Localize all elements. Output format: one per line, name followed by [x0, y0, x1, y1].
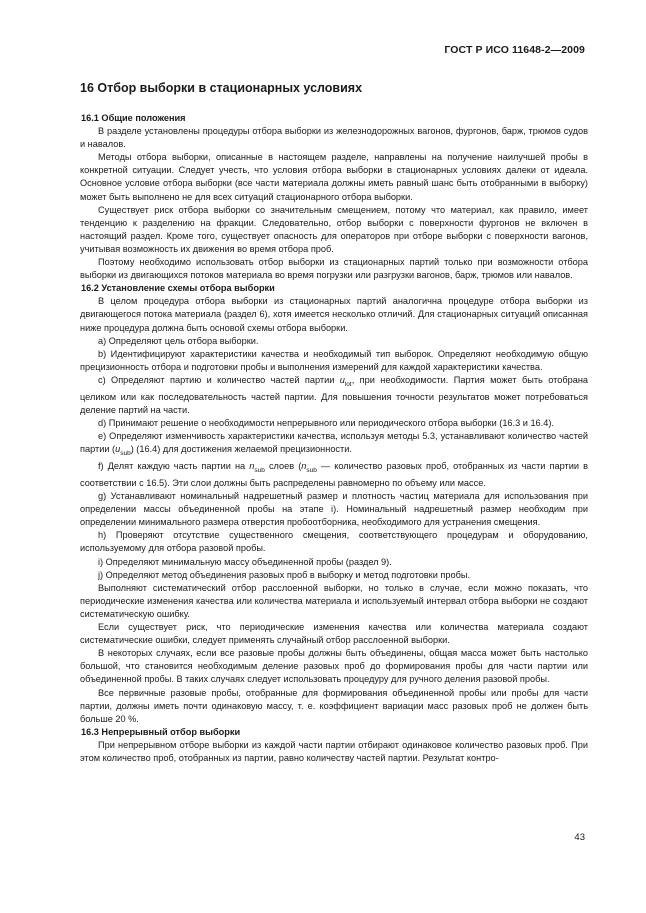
paragraph: j) Определяют метод объединения разовых проб в выборку и метод подготовки пробы. [98, 569, 470, 580]
paragraph: i) Определяют минимальную массу объединенной пробы (раздел 9). [98, 556, 392, 567]
paragraph: h) Проверяют отсутствие существенного смещения, соответствующего процедурам и оборудованию, используемому для отбора разовой пробы. [80, 530, 588, 554]
paragraph: В целом процедура отбора выборки из стационарных партий аналогична процедуре отбора выборки из двигающегося потока материала (раздел 6), хотя имеется несколько отличий. Для стационарных ситуаций описанная ниже процедура должна быть основой схемы отбора выборки. [80, 296, 588, 333]
paragraph: Поэтому необходимо использовать отбор выборки из стационарных партий только при возможности отбора выборки из двигающихся потоков материала во время погрузки или разгрузки вагонов, барж, трюмов или навалов. [80, 257, 588, 281]
paragraph: b) Идентифицируют характеристики качества и необходимый тип выборок. Определяют необходимую общую прецизионность отбора и подготовки пробы и выполнения измерений для каждой характеристики качества. [80, 348, 588, 372]
section-title: 16.1 Общие положения [81, 113, 186, 123]
paragraph: Все первичные разовые пробы, отобранные для формирования объединенной пробы или пробы для части партии, должны иметь почти одинаковую массу, т. е. коэффициент вариации масс разовых проб не должен быть больше 20 %. [80, 687, 588, 724]
paragraph: e) Определяют изменчивость характеристики качества, используя методы 5.3, устанавливают количество частей партии $(u_{sub})$ (16.4) для достижения желаемой прецизионности. [80, 431, 588, 457]
section-title: 16.2 Установление схемы отбора выборки [81, 283, 275, 294]
sections-container [80, 112, 588, 765]
paragraph: Если существует риск, что периодические изменения качества или количества материала создают систематические ошибки, следует применять случайный отбор расслоенной выборки. [80, 622, 588, 646]
paragraph: a) Определяют цель отбора выборки. [98, 335, 259, 346]
paragraph: В некоторых случаях, если все разовые пробы должны быть объединены, общая масса может быть настолько большой, что становится необходимым деление разовых проб до формирования пробы для части партии или объединенной пробы. В таких случаях следует использовать процедуру для ручного деления разовой пробы. [80, 648, 588, 685]
document-body [80, 80, 588, 765]
paragraph: f) Делят каждую часть партии на $n_{sub}$ слоев ($n_{sub}$ — количество разовых проб, отобранных из части партии в соответствии с 16.5). Эти слои должны быть распределены равномерно по объему или массе. [80, 461, 588, 489]
paragraph: При непрерывном отборе выборки из каждой части партии отбирают одинаковое количество разовых проб. При этом количество проб, отобранных из партии, равно количеству частей партии. Результат контро- [80, 739, 588, 763]
paragraph: Существует риск отбора выборки со значительным смещением, потому что материал, как правило, имеет тенденцию к разделению на фракции. Следовательно, отбор выборки с поверхности фургонов не включен в настоящий раздел. Кроме того, существует опасность для операторов при отборе выборки с поверхности вагонов, учитывая возможность их движения во время отбора проб. [80, 204, 588, 254]
chapter-title: 16 Отбор выборки в стационарных условиях [80, 81, 363, 95]
page-number: 43 [574, 832, 585, 843]
paragraph: c) Определяют партию и количество частей партии $u_{lot}$, при необходимости. Партия может быть отобрана целиком или как последовательность частей партии. Для повышения точности результатов может потребоваться деление партий на части. [80, 374, 588, 415]
section-title: 16.3 Непрерывный отбор выборки [81, 726, 241, 737]
paragraph: Выполняют систематический отбор расслоенной выборки, но только в случае, если можно показать, что периодические изменения качества или количества материала и используемый интервал отбора выборки не создают систематическую ошибку. [80, 582, 588, 619]
paragraph: g) Устанавливают номинальный надрешетный размер и плотность частиц материала для использования при определении массы объединенной пробы на этапе i). Номинальный надрешетный размер необходим при определении минимального размера отверстия пробоотборника, необходимого для устранения смещения. [80, 491, 588, 528]
page-header-standard-code: ГОСТ Р ИСО 11648-2—2009 [444, 44, 585, 56]
paragraph: d) Принимают решение о необходимости непрерывного или периодического отбора выборки (16.3 и 16.4). [98, 417, 554, 428]
paragraph: В разделе установлены процедуры отбора выборки из железнодорожных вагонов, фургонов, барж, трюмов судов и навалов. [80, 126, 588, 150]
paragraph: Методы отбора выборки, описанные в настоящем разделе, направлены на получение наилучшей пробы в конкретной ситуации. Следует учесть, что условия отбора выборки в стационарных условиях далеки от идеала. Основное условие отбора выборки (все части материала должны иметь равный шанс быть отобранными в выборку) может быть выполнено не для всех ситуаций стационарного отбора выборки. [80, 152, 588, 202]
